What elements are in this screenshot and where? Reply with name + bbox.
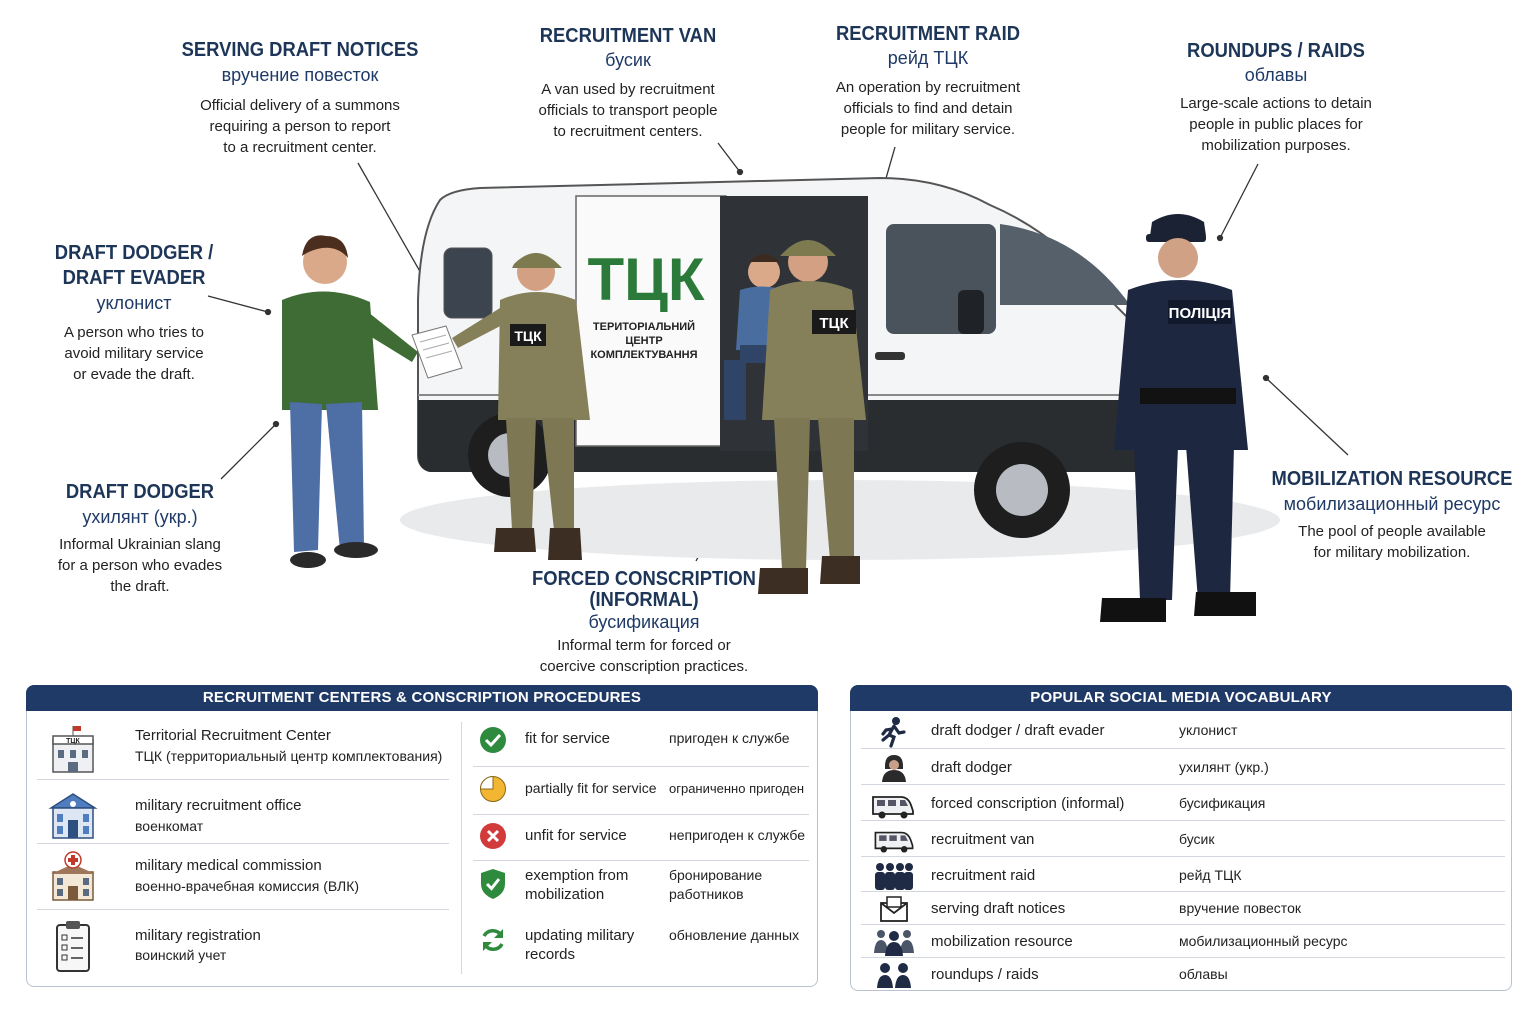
divider [37,909,449,910]
divider [473,860,809,861]
x-icon [479,822,507,850]
term-ru: вручение повесток [1179,900,1301,916]
callout-title: DRAFT DODGER / [54,242,214,264]
callout-ru: бусик [605,50,651,70]
institution-name: military medical commission [135,857,322,874]
van-icon [871,791,915,819]
term-ru: бусик [1179,831,1215,847]
callout-desc: An operation by recruitment officials to find and detain people for military service. [835,79,1021,138]
term-ru: мобилизационный ресурс [1179,933,1348,949]
status-label: updating military records [525,927,635,963]
callout-title: ROUNDUPS / RAIDS [1187,40,1365,62]
status-label: partially fit for service [525,780,657,796]
status-label-ru: непригоден к службе [669,827,806,843]
medical-commission-icon [45,850,101,906]
status-label-ru: ограниченно пригоден [669,781,805,796]
callout-ru: вручение повесток [221,65,379,85]
institution-name: military recruitment office [135,797,302,814]
callout-desc: Informal term for forced or coercive conscription practices. [539,637,749,675]
term-en: roundups / raids [931,966,1039,983]
callout-ru: бусификация [588,612,700,632]
callout-desc: Large-scale actions to detain people in public places for mobilization purposes. [1180,95,1372,154]
tck-patch: ТЦК [819,315,849,332]
callout-desc: Informal Ukrainian slang for a person who evades the draft. [57,536,223,595]
hooded-person-icon [879,753,909,783]
divider [37,843,449,844]
shield-check-icon [479,868,507,900]
callout-desc: A van used by recruitment officials to transport people to recruitment centers. [538,81,718,140]
social-media-panel [850,685,1512,991]
term-en: draft dodger / draft evader [931,722,1105,739]
van-logo: ТЦК [587,246,705,313]
table-row [859,958,1507,992]
callout-ru: рейд ТЦК [887,48,969,68]
table-row [859,823,1507,857]
institution-name: military registration [135,927,261,944]
divider [861,784,1505,785]
callout-ru: уклонист [96,293,172,313]
table-row [859,751,1507,785]
status-item [471,722,819,772]
svg-text:ТЦК: ТЦК [66,738,80,745]
list-item [35,916,451,980]
table-row [859,925,1507,959]
institution-name-ru: военкомат [135,818,204,834]
status-item [471,820,819,870]
civilian-man [282,235,418,568]
table-row [859,787,1507,821]
institution-name-ru: ТЦК (территориальный центр комплектования) [135,748,443,764]
recruitment-center-icon [45,722,101,778]
half-circle-icon [479,775,507,803]
police-officer [1100,214,1256,622]
status-label: exemption from mobilization [525,867,629,903]
svg-text:ТЕРИТОРІАЛЬНИЙ: ТЕРИТОРІАЛЬНИЙ [592,321,696,333]
van-icon [873,827,915,853]
group-icon [873,861,915,891]
term-en: mobilization resource [931,933,1073,950]
term-ru: облавы [1179,966,1228,982]
term-en: draft dodger [931,759,1012,776]
check-icon [479,726,507,754]
term-en: recruitment van [931,831,1035,848]
list-item [35,784,451,848]
callout-title: DRAFT DODGER [65,481,215,503]
svg-text:ЦЕНТР: ЦЕНТР [625,335,663,347]
term-ru: уклонист [1179,722,1238,738]
status-label: unfit for service [525,827,627,844]
refresh-icon [479,926,507,954]
callout-ru: мобилизационный ресурс [1283,494,1501,514]
running-person-icon [877,716,909,748]
divider [861,856,1505,857]
tck-patch: ТЦК [514,328,542,344]
crowd-icon [873,927,915,957]
status-item [471,926,819,976]
institution-name: Territorial Recruitment Center [135,727,331,744]
term-en: forced conscription (informal) [931,795,1125,812]
recruitment-office-icon [45,788,101,844]
status-label-ru: пригоден к службе [669,730,790,746]
recruitment-centers-panel [26,685,818,987]
panel-title: RECRUITMENT CENTERS & CONSCRIPTION PROCEDURES [26,685,818,711]
table-row [859,714,1507,748]
callout-title: RECRUITMENT RAID [836,23,1020,45]
callout-title: DRAFT EVADER [62,267,206,289]
callout-desc: A person who tries to avoid military service or evade the draft. [63,324,205,383]
clipboard-icon [45,919,101,975]
divider [473,814,809,815]
institution-name-ru: военно-врачебная комиссия (ВЛК) [135,878,360,894]
panel-title: POPULAR SOCIAL MEDIA VOCABULARY [850,685,1512,711]
callout-desc: Official delivery of a summons requiring a person to report to a recruitment center. [200,97,400,156]
pair-icon [875,960,913,990]
institution-name-ru: воинский учет [135,947,227,963]
term-ru: бусификация [1179,795,1266,811]
list-item [35,848,451,910]
term-en: recruitment raid [931,867,1036,884]
table-row [859,859,1507,893]
police-patch: ПОЛІЦІЯ [1168,305,1232,322]
divider [861,748,1505,749]
callout-ru: облавы [1244,65,1308,85]
status-item [471,866,819,916]
term-ru: рейд ТЦК [1179,867,1242,883]
callout-title: FORCED CONSCRIPTION [532,568,756,590]
divider [37,779,449,780]
term-en: serving draft notices [931,900,1066,917]
callout-title: (INFORMAL) [589,589,699,611]
callout-ru: ухилянт (укр.) [82,507,198,527]
term-ru: ухилянт (укр.) [1179,759,1269,775]
status-label-ru: бронирование работников [669,867,763,902]
envelope-icon [879,895,909,923]
divider [861,820,1505,821]
divider [461,722,462,974]
callout-title: MOBILIZATION RESOURCE [1271,468,1513,490]
divider [473,766,809,767]
list-item [35,722,451,784]
status-label: fit for service [525,730,611,747]
svg-text:КОМПЛЕКТУВАННЯ: КОМПЛЕКТУВАННЯ [590,349,698,361]
table-row [859,892,1507,926]
callout-title: RECRUITMENT VAN [539,25,717,47]
callout-desc: The pool of people available for military mobilization. [1298,523,1486,561]
callout-title: SERVING DRAFT NOTICES [181,39,419,61]
status-label-ru: обновление данных [669,927,800,943]
